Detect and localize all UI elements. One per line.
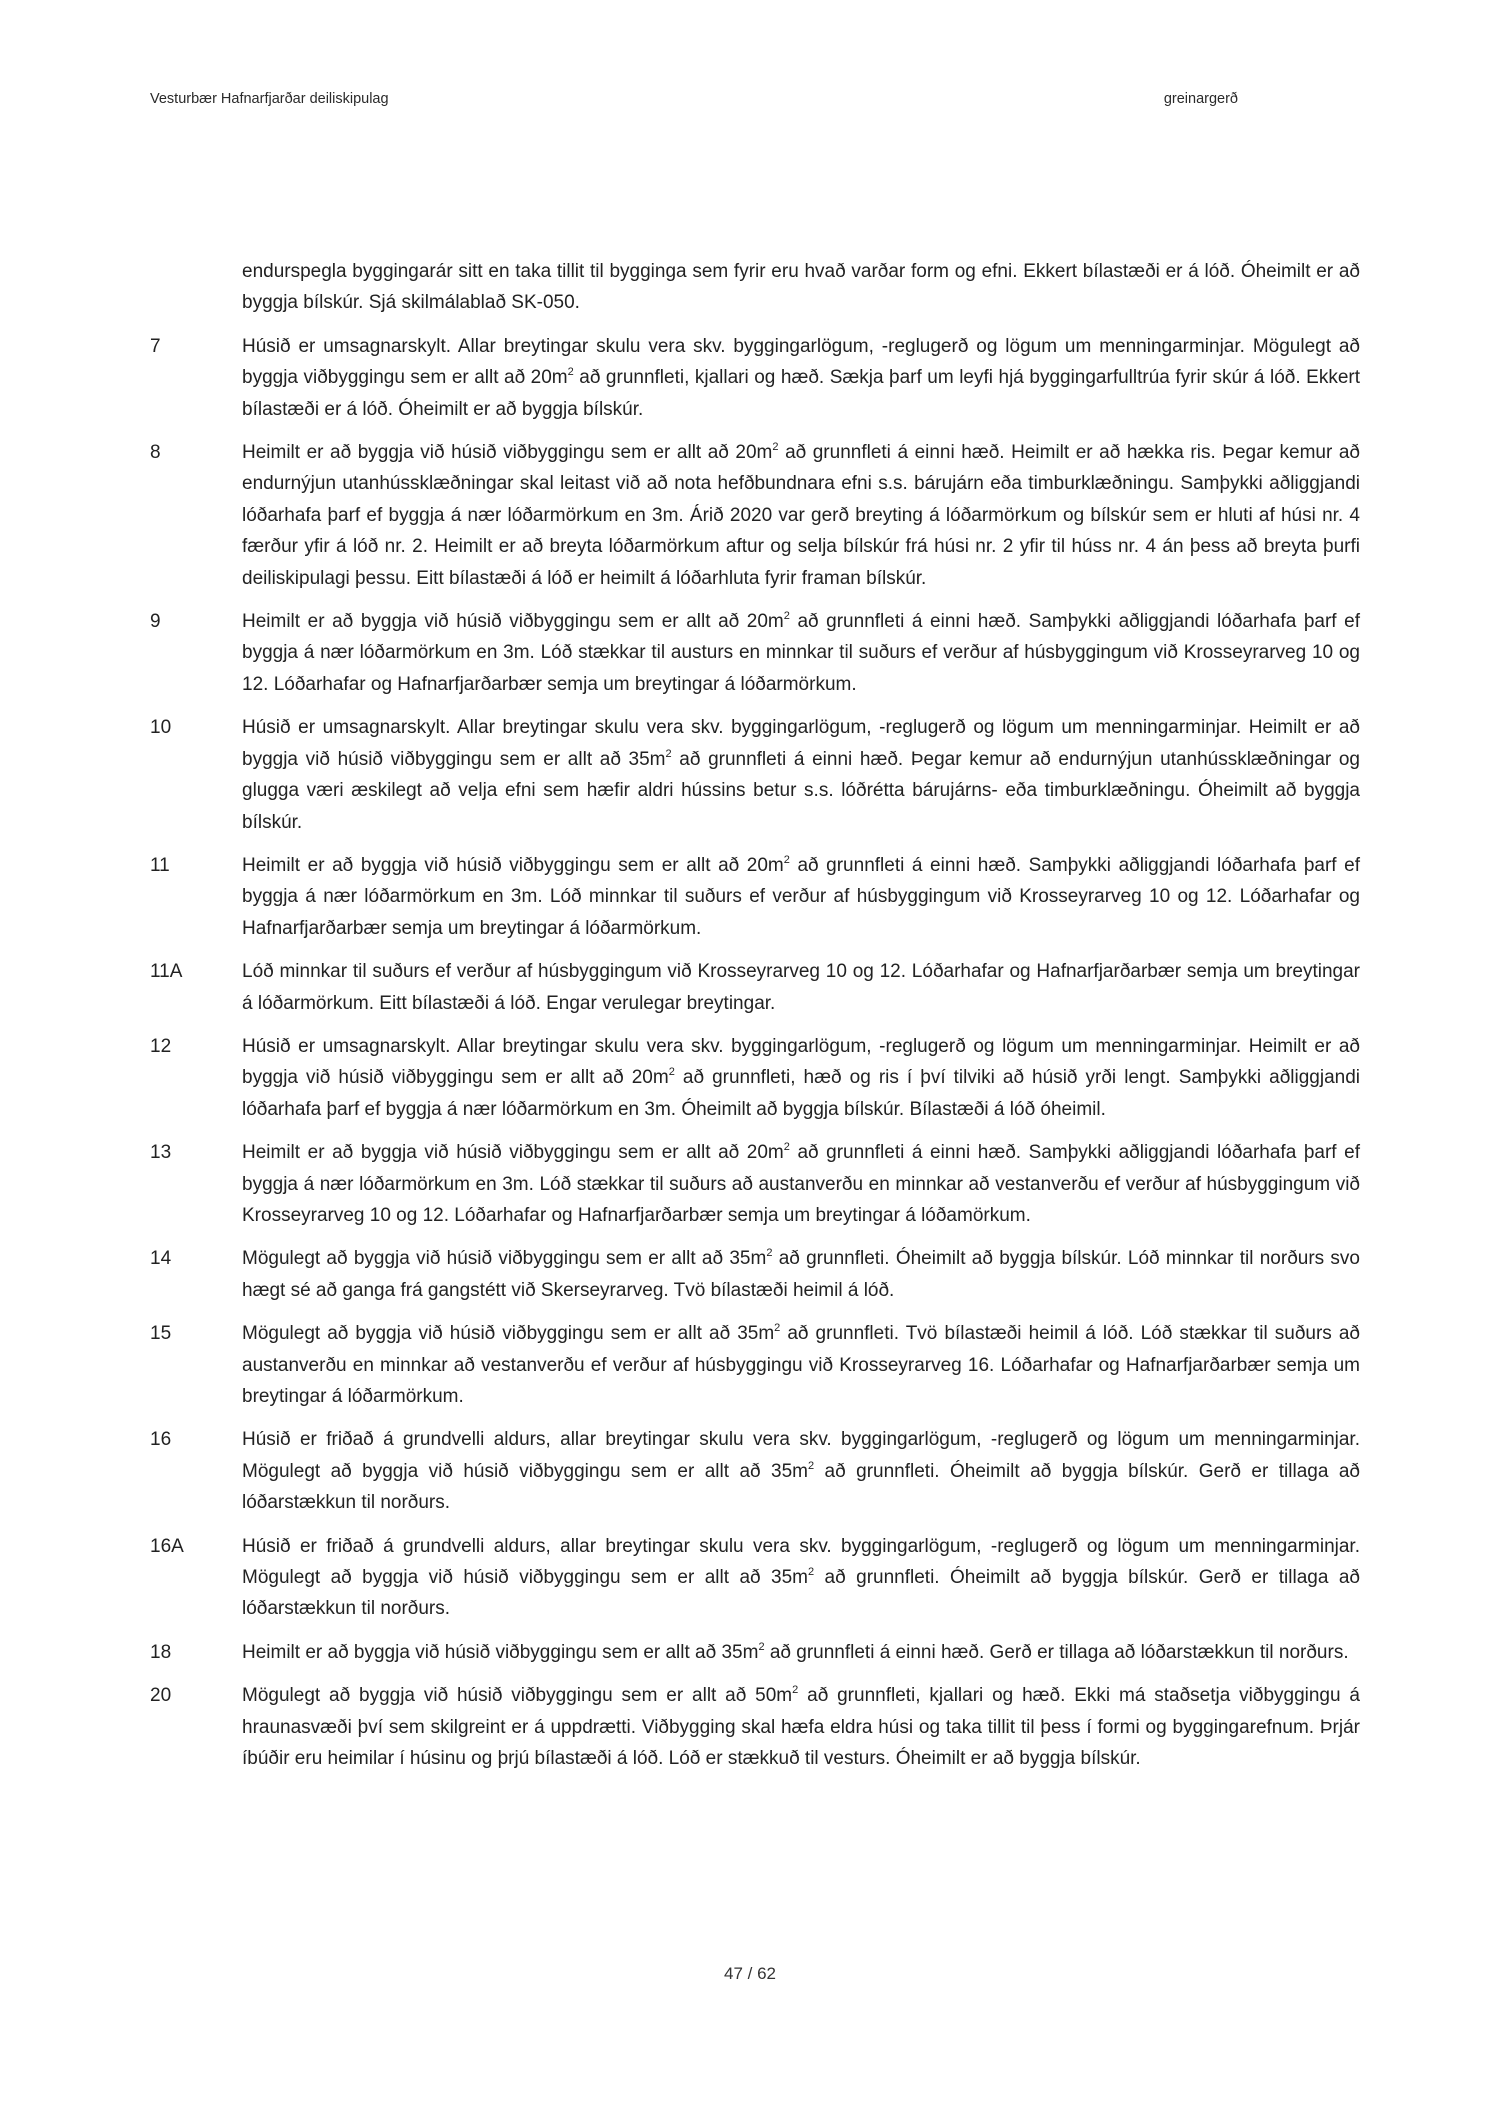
plot-entry [150, 1424, 1360, 1518]
plot-terms-text [242, 606, 1360, 700]
plot-number: 9 [150, 611, 161, 633]
text-run: að grunnfleti á einni hæð. Samþykki aðliggjandi lóðarhafa þarf ef byggja á nær lóðarmörkum en 3m. Lóð stækkar til suðurs að austanverðu en minnkar að vestanverðu ef verður af húsbyggingum við Krosseyrarveg 10 og 12. Lóðarhafar og Hafnarfjarðarbær semja um breytingar á lóðamörkum. [242, 1142, 1361, 1226]
superscript: 2 [772, 441, 779, 454]
text-run: Heimilt er að byggja við húsið viðbyggingu sem er allt að 35m [242, 1641, 759, 1663]
superscript: 2 [567, 366, 574, 379]
plot-terms-text [242, 1680, 1360, 1774]
text-run: Húsið er umsagnarskylt. Allar breytingar skulu vera skv. byggingarlögum, -reglugerð og lögum um menningarminjar. Heimilt er að byggja við húsið viðbyggingu sem er allt að 20m [242, 1035, 1360, 1089]
text-run: endurspegla byggingarár sitt en taka tillit til bygginga sem fyrir eru hvað varðar form og efni. Ekkert bílastæði er á lóð. Óheimilt er að byggja bílskúr. Sjá skilmálablað SK-050. [242, 261, 1360, 314]
text-run: að grunnfleti á einni hæð. Heimilt er að hækka ris. Þegar kemur að endurnýjun utanhússklæðningar skal leitast við að nota hefðbundnara efni s.s. bárujárn eða timburklæðningu. Samþykki aðliggjandi lóðarhafa þarf ef byggja á nær lóðarmörkum en 3m. Árið 2020 var gerð breyting á lóðarmörkum og bílskúr sem er hluti af húsi nr. 4 færður yfir á lóð nr. 2. Heimilt er að breyta lóðarmörkum aftur og selja bílskúr frá húsi nr. 2 yfir til húss nr. 4 án þess að breyta þurfi deiliskipulagi þessu. Eitt bílastæði á lóð er heimilt á lóðarhluta fyrir framan bílskúr. [242, 442, 1361, 589]
plot-number: 20 [150, 1685, 172, 1707]
superscript: 2 [668, 1066, 675, 1079]
plot-number: 7 [150, 335, 161, 357]
superscript: 2 [792, 1684, 799, 1697]
plot-number: 10 [150, 717, 172, 739]
text-run: Mögulegt að byggja við húsið viðbyggingu sem er allt að 50m [242, 1685, 793, 1707]
text-run: Lóð minnkar til suðurs ef verður af húsbyggingum við Krosseyrarveg 10 og 12. Lóðarhafar og Hafnarfjarðarbær semja um breytingar á lóðarmörkum. Eitt bílastæði á lóð. Engar verulegar breytingar. [242, 961, 1360, 1014]
plot-number: 13 [150, 1142, 172, 1164]
plot-entry [150, 1243, 1360, 1306]
plot-number: 16 [150, 1429, 172, 1451]
superscript: 2 [783, 610, 790, 623]
plot-entry [150, 1137, 1360, 1231]
text-run: að grunnfleti. Óheimilt að byggja bílskúr. Gerð er tillaga að lóðarstækkun til norðurs. [242, 1460, 1360, 1514]
text-run: Mögulegt að byggja við húsið viðbyggingu sem er allt að 35m [242, 1248, 767, 1270]
plot-terms-text [242, 956, 1360, 1019]
superscript: 2 [807, 1566, 815, 1579]
running-header [150, 91, 1350, 111]
text-run: að grunnfleti, kjallari og hæð. Sækja þarf um leyfi hjá byggingarfulltrúa fyrir skúr á lóð. Ekkert bílastæði er á lóð. Óheimilt er að byggja bílskúr. [242, 367, 1360, 420]
plot-number: 12 [150, 1035, 172, 1057]
text-run: að grunnfleti. Óheimilt að byggja bílskúr. Lóð minnkar til norðurs svo hægt sé að ganga frá gangstétt við Skerseyrarveg. Tvö bílastæði heimil á lóð. [242, 1248, 1360, 1301]
text-run: Heimilt er að byggja við húsið viðbyggingu sem er allt að 20m [242, 611, 784, 633]
plot-number: 11 [150, 854, 170, 876]
superscript: 2 [766, 1247, 773, 1260]
plot-number: 14 [150, 1248, 172, 1270]
plot-terms-text [242, 331, 1360, 425]
plot-entry [150, 1531, 1360, 1625]
plot-number: 16A [150, 1535, 184, 1557]
document-section: greinargerð [1163, 91, 1238, 107]
plot-entry [150, 850, 1360, 944]
plot-entry [150, 256, 1360, 319]
text-run: að grunnfleti. Óheimilt að byggja bílskúr. Gerð er tillaga að lóðarstækkun til norðurs. [242, 1567, 1360, 1620]
superscript: 2 [774, 1322, 781, 1335]
plot-terms-text [242, 256, 1360, 319]
superscript: 2 [665, 747, 672, 760]
superscript: 2 [807, 1459, 815, 1472]
plot-terms-text [242, 1318, 1360, 1412]
text-run: að grunnfleti á einni hæð. Samþykki aðliggjandi lóðarhafa þarf ef byggja á nær lóðarmörkum en 3m. Lóð stækkar til austurs en minnkar til suðurs ef verður af húsbyggingum við Krosseyrarveg 10 og 12. Lóðarhafar og Hafnarfjarðarbær semja um breytingar á lóðarmörkum. [242, 611, 1361, 695]
plot-number: 11A [150, 961, 183, 983]
text-run: Heimilt er að byggja við húsið viðbyggingu sem er allt að 20m [242, 854, 784, 876]
plot-terms-text [242, 1531, 1360, 1625]
plot-entry [150, 1637, 1360, 1668]
plot-entry [150, 437, 1360, 594]
plot-number: 8 [150, 442, 161, 464]
plot-terms-text [242, 712, 1360, 838]
superscript: 2 [758, 1640, 765, 1653]
plot-terms-text [242, 1137, 1360, 1231]
plot-terms-text [242, 850, 1360, 944]
plot-entry [150, 331, 1360, 425]
text-run: Húsið er umsagnarskylt. Allar breytingar skulu vera skv. byggingarlögum, -reglugerð og lögum um menningarminjar. Heimilt er að byggja við húsið viðbyggingu sem er allt að 35m [242, 717, 1360, 770]
text-run: að grunnfleti, hæð og ris í því tilviki að húsið yrði lengt. Samþykki aðliggjandi lóðarhafa þarf ef byggja á nær lóðarmörkum en 3m. Óheimilt að byggja bílskúr. Bílastæði á lóð óheimil. [242, 1067, 1360, 1120]
superscript: 2 [783, 853, 790, 866]
text-run: að grunnfleti á einni hæð. Samþykki aðliggjandi lóðarhafa þarf ef byggja á nær lóðarmörkum en 3m. Lóð minnkar til suðurs ef verður af húsbyggingum við Krosseyrarveg 10 og 12. Lóðarhafar og Hafnarfjarðarbær semja um breytingar á lóðarmörkum. [242, 854, 1361, 939]
plot-terms-text [242, 1637, 1360, 1668]
superscript: 2 [783, 1141, 790, 1154]
plot-entry [150, 956, 1360, 1019]
text-run: að grunnfleti. Tvö bílastæði heimil á lóð. Lóð stækkar til suðurs að austanverðu en minnkar að vestanverðu ef verður af húsbyggingu við Krosseyrarveg 16. Lóðarhafar og Hafnarfjarðarbær semja um breytingar á lóðarmörkum. [242, 1323, 1360, 1407]
plot-entry [150, 712, 1360, 838]
document-title: Vesturbær Hafnarfjarðar deiliskipulag [150, 91, 389, 107]
plot-terms-text [242, 1243, 1360, 1306]
text-run: Heimilt er að byggja við húsið viðbyggingu sem er allt að 20m [242, 1142, 784, 1164]
plot-terms-text [242, 1424, 1360, 1518]
text-run: Húsið er friðað á grundvelli aldurs, allar breytingar skulu vera skv. byggingarlögum, -reglugerð og lögum um menningarminjar. Mögulegt að byggja við húsið viðbyggingu sem er allt að 35m [242, 1429, 1360, 1482]
plot-entry [150, 606, 1360, 700]
page-number: 47 / 62 [724, 1964, 776, 1983]
text-run: Heimilt er að byggja við húsið viðbyggingu sem er allt að 20m [242, 442, 773, 464]
text-run: Húsið er friðað á grundvelli aldurs, allar breytingar skulu vera skv. byggingarlögum, -reglugerð og lögum um menningarminjar. Mögulegt að byggja við húsið viðbyggingu sem er allt að 35m [242, 1535, 1360, 1589]
plot-entry [150, 1031, 1360, 1125]
plot-terms-text [242, 1031, 1360, 1125]
plot-entry [150, 1680, 1360, 1774]
text-run: Mögulegt að byggja við húsið viðbyggingu sem er allt að 35m [242, 1323, 775, 1345]
text-run: Húsið er umsagnarskylt. Allar breytingar skulu vera skv. byggingarlögum, -reglugerð og lögum um menningarminjar. Mögulegt að byggja viðbyggingu sem er allt að 20m [242, 335, 1360, 389]
text-run: að grunnfleti á einni hæð. Gerð er tillaga að lóðarstækkun til norðurs. [764, 1641, 1349, 1663]
text-run: að grunnfleti á einni hæð. Þegar kemur að endurnýjun utanhússklæðningar og glugga væri æskilegt að velja efni sem hæfir aldri hússins betur s.s. lóðrétta bárujárns- eða timburklæðningu. Óheimilt að byggja bílskúr. [242, 748, 1360, 833]
plot-number: 18 [150, 1641, 172, 1663]
plot-number: 15 [150, 1323, 172, 1345]
plot-entry [150, 1318, 1360, 1412]
plot-terms-text [242, 437, 1360, 594]
text-run: að grunnfleti, kjallari og hæð. Ekki má staðsetja viðbyggingu á hraunasvæði því sem skilgreint er á uppdrætti. Viðbygging skal hæfa eldra húsi og taka tillit til þess í formi og byggingarefnum. Þrjár íbúðir eru heimilar í húsinu og þrjú bílastæði á lóð. Lóð er stækkuð til vesturs. Óheimilt er að byggja bílskúr. [242, 1685, 1360, 1770]
plot-terms-list [150, 256, 1360, 1786]
